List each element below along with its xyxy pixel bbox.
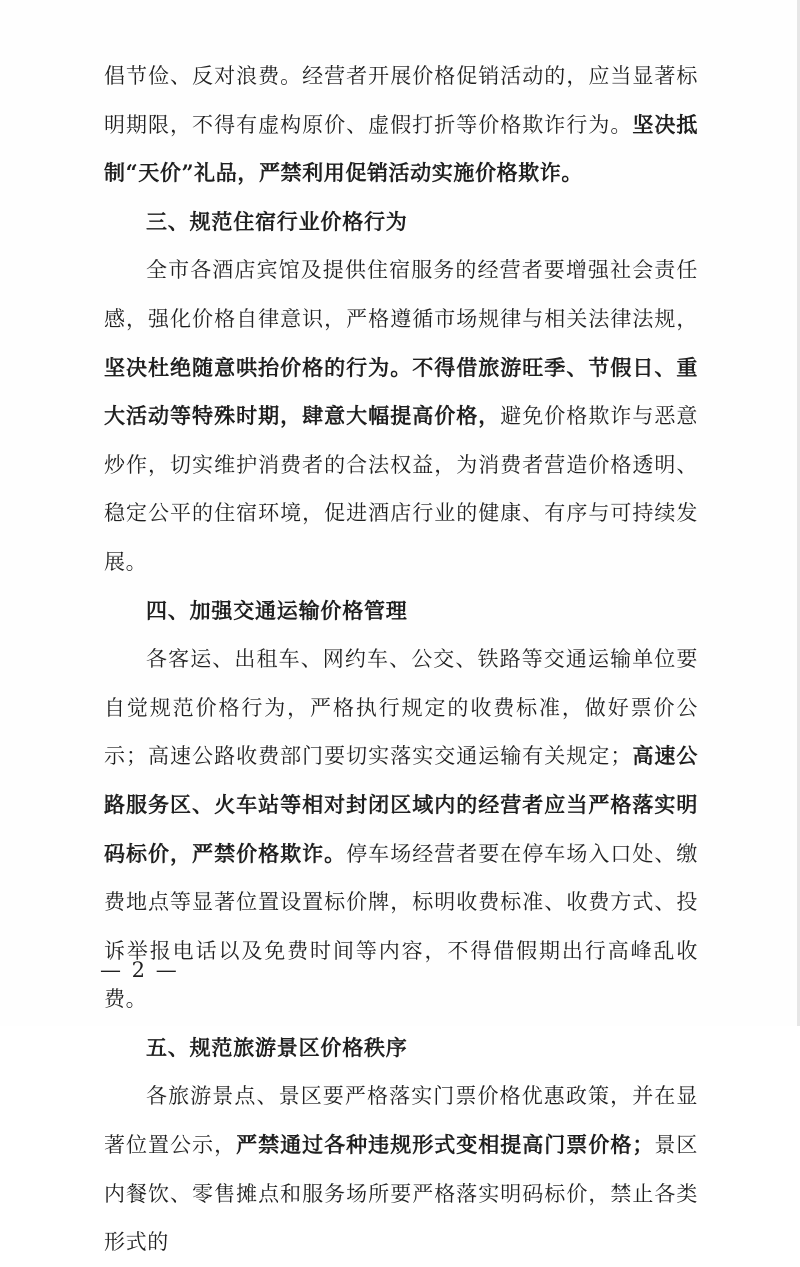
paragraph-text: 停车场经营者要在停车场入口处、缴费地点等显著位置设置标价牌，标明收费标准、收费方式、投诉举报电话以及免费时间等内容，不得借假期出行高峰乱收费。 — [104, 841, 698, 1012]
paragraph-transport — [104, 635, 698, 1024]
section-heading-4: 四、加强交通运输价格管理 — [146, 598, 408, 623]
bold-emphasis-text: 高速公路服务区、火车站等相对封闭区域内的经营者应当严格落实明码标价，严禁价格欺诈。 — [104, 743, 698, 866]
bold-emphasis-text: 坚决抵制“天价”礼品，严禁利用促销活动实施价格欺诈。 — [104, 111, 698, 186]
document-body — [104, 52, 698, 1267]
section-heading-3: 三、规范住宿行业价格行为 — [146, 209, 408, 234]
section-heading-5: 五、规范旅游景区价格秩序 — [146, 1035, 408, 1060]
paragraph-text: 各客运、出租车、网约车、公交、铁路等交通运输单位要自觉规范价格行为，严格执行规定的收费标准，做好票价公示；高速公路收费部门要切实落实交通运输有关规定； — [104, 647, 698, 769]
paragraph-text: 全市各酒店宾馆及提供住宿服务的经营者要增强社会责任感，强化价格自律意识，严格遵循市场规律与相关法律法规， — [104, 258, 698, 331]
paragraph-text: 倡节俭、反对浪费。经营者开展价格促销活动的，应当显著标明期限，不得有虚构原价、虚假打折等价格欺诈行为。 — [104, 64, 698, 137]
paragraph-text: 避免价格欺诈与恶意炒作，切实维护消费者的合法权益，为消费者营造价格透明、稳定公平的住宿环境，促进酒店行业的健康、有序与可持续发展。 — [104, 404, 698, 574]
paragraph-accommodation — [104, 246, 698, 586]
paragraph-text: 景区内餐饮、零售摊点和服务场所要严格落实明码标价，禁止各类形式的 — [104, 1133, 698, 1255]
bold-emphasis-text: 坚决杜绝随意哄抬价格的行为。不得借旅游旺季、节假日、重大活动等特殊时期，肆意大幅提高价格， — [104, 354, 698, 429]
paragraph-tourism — [104, 1072, 698, 1266]
page-number: — 2 — — [100, 958, 179, 982]
paragraph-text: 各旅游景点、景区要严格落实门票价格优惠政策，并在显著位置公示， — [104, 1084, 698, 1158]
paragraph-promotion — [104, 52, 698, 198]
bold-emphasis-text: 严禁通过各种违规形式变相提高门票价格； — [236, 1132, 654, 1158]
